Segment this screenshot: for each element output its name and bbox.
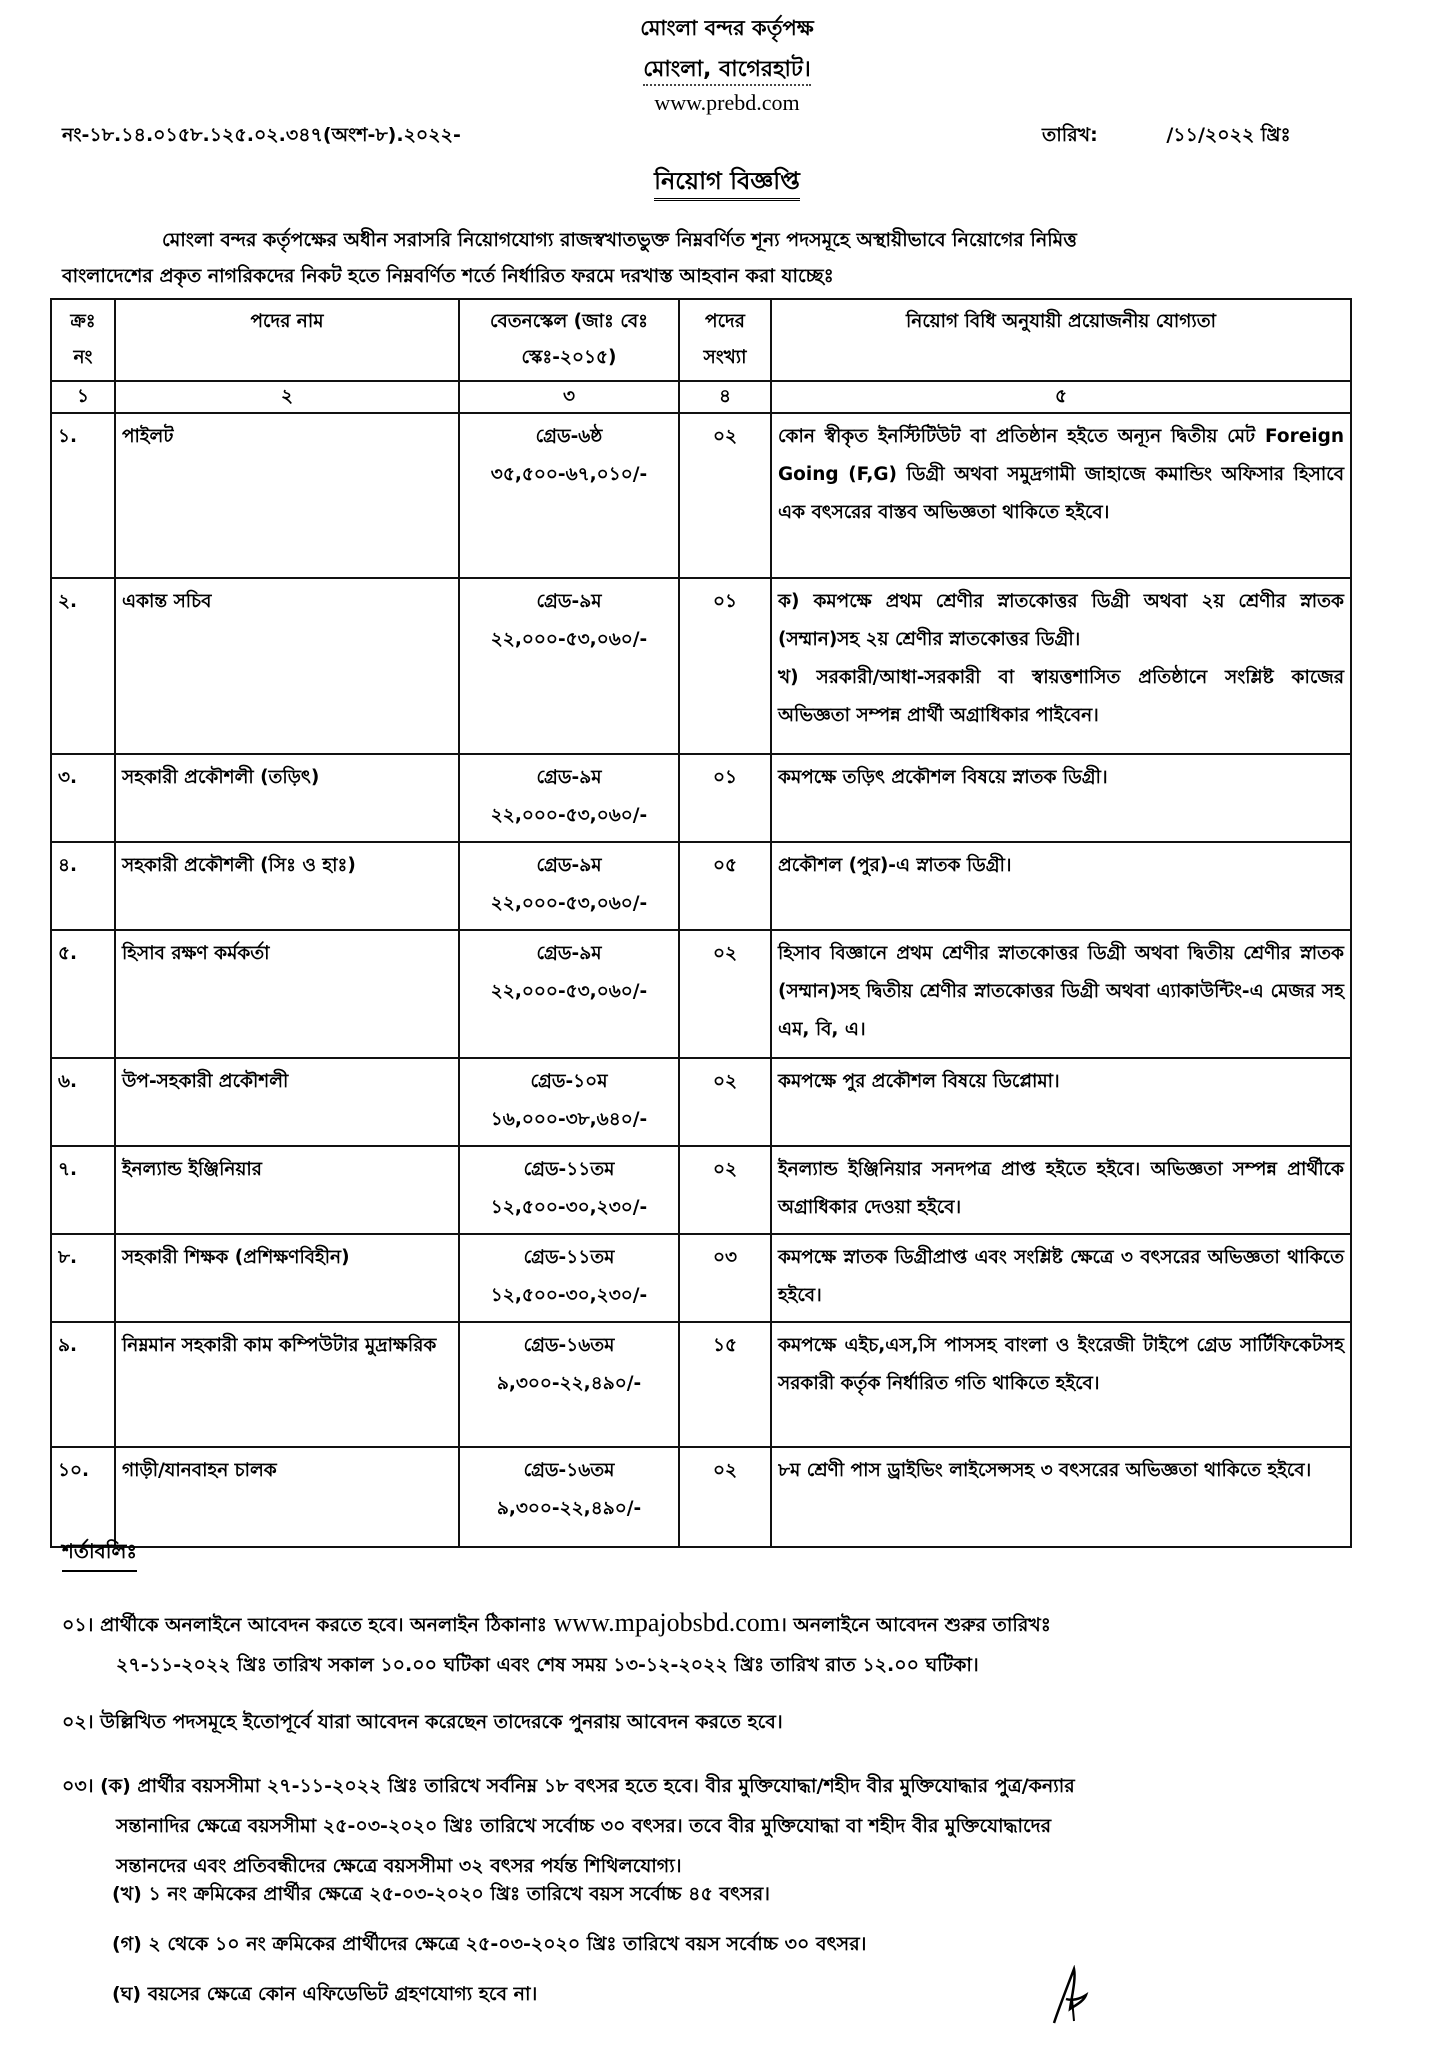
row-post-count: ০২	[679, 1146, 771, 1234]
row-post-name: সহকারী শিক্ষক (প্রশিক্ষণবিহীন)	[115, 1234, 459, 1322]
table-header-row	[51, 299, 1351, 381]
row-pay-scale	[459, 1447, 679, 1547]
row-qualification	[771, 1058, 1351, 1146]
row-grade: গ্রেড-৬ষ্ঠ	[535, 426, 603, 447]
row-post-name: নিম্নমান সহকারী কাম কম্পিউটার মুদ্রাক্ষরিক	[115, 1322, 459, 1447]
row-serial: ৩.	[51, 754, 115, 842]
table-row	[51, 1146, 1351, 1234]
row-post-name: হিসাব রক্ষণ কর্মকর্তা	[115, 930, 459, 1058]
row-qualification	[771, 1322, 1351, 1447]
row-salary: ২২,০০০-৫৩,০৬০/-	[490, 893, 648, 914]
row-serial: ৯.	[51, 1322, 115, 1447]
row-grade: গ্রেড-১০ম	[530, 1071, 608, 1092]
header-post-count: পদের সংখ্যা	[679, 299, 771, 381]
row-post-name: একান্ত সচিব	[115, 578, 459, 754]
row-salary: ৯,৩০০-২২,৪৯০/-	[496, 1498, 642, 1519]
date-label: তারিখ:	[1042, 124, 1098, 146]
row-salary: ১২,৫০০-৩০,২৩০/-	[490, 1197, 648, 1218]
column-number-row	[51, 381, 1351, 413]
row-serial: ৪.	[51, 842, 115, 930]
row-post-count: ০২	[679, 1447, 771, 1547]
row-qualification	[771, 930, 1351, 1058]
row-post-count: ০১	[679, 754, 771, 842]
row-grade: গ্রেড-৯ম	[536, 591, 602, 612]
row-pay-scale	[459, 1234, 679, 1322]
row-salary: ৯,৩০০-২২,৪৯০/-	[496, 1373, 642, 1394]
table-row	[51, 413, 1351, 578]
header-qualification: নিয়োগ বিধি অনুযায়ী প্রয়োজনীয় যোগ্যতা	[771, 299, 1351, 381]
row-pay-scale	[459, 1058, 679, 1146]
row-post-name: সহকারী প্রকৌশলী (তড়িৎ)	[115, 754, 459, 842]
row-pay-scale	[459, 842, 679, 930]
row-grade: গ্রেড-১৬তম	[523, 1335, 615, 1356]
header-post-name: পদের নাম	[115, 299, 459, 381]
row-salary: ১২,৫০০-৩০,২৩০/-	[490, 1285, 648, 1306]
term-1: ০১। প্রার্থীকে অনলাইনে আবেদন করতে হবে। অনলাইন ঠিকানাঃ www.mpajobsbd.com। অনলাইনে আবেদন শুরুর তারিখঃ ২৭-১১-২০২২ খ্রিঃ তারিখ সকাল ১০.০০ ঘটিকা এবং শেষ সময় ১৩-১২-২০২২ খ্রিঃ তারিখ রাত ১২.০০ ঘটিকা।	[62, 1608, 1051, 1676]
table-row	[51, 930, 1351, 1058]
row-serial: ৫.	[51, 930, 115, 1058]
row-pay-scale	[459, 754, 679, 842]
row-serial: ৬.	[51, 1058, 115, 1146]
row-post-name: পাইলট	[115, 413, 459, 578]
row-post-count: ০২	[679, 1058, 771, 1146]
organization-name: মোংলা বন্দর কর্তৃপক্ষ	[640, 16, 814, 40]
memo-number: নং-১৮.১৪.০১৫৮.১২৫.০২.৩৪৭(অংশ-৮).২০২২-	[62, 124, 461, 146]
term-3: ০৩। (ক) প্রার্থীর বয়সসীমা ২৭-১১-২০২২ খ্রিঃ তারিখে সর্বনিম্ন ১৮ বৎসর হতে হবে। বীর মুক্তিযোদ্ধা/শহীদ বীর মুক্তিযোদ্ধার পুত্র/কন্যার সন্তানাদির ক্ষেত্রে বয়সসীমা ২৫-০৩-২০২০ খ্রিঃ তারিখে সর্বোচ্চ ৩০ বৎসর। তবে বীর মুক্তিযোদ্ধা বা শহীদ বীর মুক্তিযোদ্ধাদের সন্তানদের এবং প্রতিবন্ধীদের ক্ষেত্রে বয়সসীমা ৩২ বৎসর পর্যন্ত শিথিলযোগ্য।	[62, 1775, 1075, 1877]
row-pay-scale	[459, 578, 679, 754]
table-row	[51, 1322, 1351, 1447]
row-grade: গ্রেড-৯ম	[536, 943, 602, 964]
row-qualification	[771, 1447, 1351, 1547]
row-pay-scale	[459, 930, 679, 1058]
row-post-name: ইনল্যান্ড ইঞ্জিনিয়ার	[115, 1146, 459, 1234]
row-qualification-text: কমপক্ষে পুর প্রকৌশল বিষয়ে ডিপ্লোমা।	[778, 1071, 1060, 1092]
column-number: ৪	[679, 381, 771, 413]
row-qualification	[771, 842, 1351, 930]
row-post-count: ০৫	[679, 842, 771, 930]
posts-table	[50, 298, 1352, 1548]
row-qualification-text: কমপক্ষে এইচ,এস,সি পাসসহ বাংলা ও ইংরেজী টাইপে গ্রেড সার্টিফিকেটসহ সরকারী কর্তৃক নির্ধারিত গতি থাকিতে হইবে।	[778, 1335, 1344, 1394]
row-qualification-text: কোন স্বীকৃত ইনস্টিটিউট বা প্রতিষ্ঠান হইতে অন্যূন দ্বিতীয় মেট Foreign Going (F,G) ডিগ্রী অথবা সমুদ্রগামী জাহাজে কমান্ডিং অফিসার হিসাবে এক বৎসরের বাস্তব অভিজ্ঞতা থাকিতে হইবে।	[778, 426, 1344, 523]
date-line	[1042, 121, 1291, 153]
date-value: /১১/২০২২ খ্রিঃ	[1166, 124, 1291, 146]
row-serial: ১০.	[51, 1447, 115, 1547]
column-number: ২	[115, 381, 459, 413]
row-post-count: ১৫	[679, 1322, 771, 1447]
website-text: www.prebd.com	[654, 90, 800, 115]
row-qualification	[771, 754, 1351, 842]
row-grade: গ্রেড-৯ম	[536, 767, 602, 788]
notice-title: নিয়োগ বিজ্ঞপ্তি	[0, 163, 1454, 203]
table-row	[51, 1447, 1351, 1547]
row-pay-scale	[459, 413, 679, 578]
row-grade: গ্রেড-১১তম	[523, 1159, 615, 1180]
header-pay-scale: বেতনস্কেল (জাঃ বেঃ স্কেঃ-২০১৫)	[459, 299, 679, 381]
row-serial: ২.	[51, 578, 115, 754]
table-row	[51, 1058, 1351, 1146]
row-qualification-text: হিসাব বিজ্ঞানে প্রথম শ্রেণীর স্নাতকোত্তর ডিগ্রী অথবা দ্বিতীয় শ্রেণীর স্নাতক (সম্মান)সহ দ্বিতীয় শ্রেণীর স্নাতকোত্তর ডিগ্রী অথবা এ্যাকাউন্টিং-এ মেজর সহ এম, বি, এ।	[778, 943, 1344, 1040]
row-post-name: উপ-সহকারী প্রকৌশলী	[115, 1058, 459, 1146]
row-post-count: ০২	[679, 930, 771, 1058]
row-grade: গ্রেড-১১তম	[523, 1247, 615, 1268]
row-serial: ৮.	[51, 1234, 115, 1322]
row-salary: ২২,০০০-৫৩,০৬০/-	[490, 805, 648, 826]
header-serial: ক্রঃ নং	[51, 299, 115, 381]
column-number: ৩	[459, 381, 679, 413]
table-row	[51, 1234, 1351, 1322]
row-qualification-text: ৮ম শ্রেণী পাস ড্রাইভিং লাইসেন্সসহ ৩ বৎসরের অভিজ্ঞতা থাকিতে হইবে।	[778, 1460, 1312, 1481]
row-post-count: ০১	[679, 578, 771, 754]
row-post-count: ০৩	[679, 1234, 771, 1322]
row-qualification-text: ক) কমপক্ষে প্রথম শ্রেণীর স্নাতকোত্তর ডিগ্রী অথবা ২য় শ্রেণীর স্নাতক (সম্মান)সহ ২য় শ্রেণীর স্নাতকোত্তর ডিগ্রী।	[778, 591, 1344, 650]
row-qualification-text-b: খ) সরকারী/আধা-সরকারী বা স্বায়ত্তশাসিত প্রতিষ্ঠানে সংশ্লিষ্ট কাজের অভিজ্ঞতা সম্পন্ন প্রার্থী অগ্রাধিকার পাইবেন।	[778, 667, 1344, 726]
term-2: ০২। উল্লিখিত পদসমূহে ইতোপূর্বে যারা আবেদন করেছেন তাদেরকে পুনরায় আবেদন করতে হবে।	[62, 1711, 783, 1733]
table-row	[51, 842, 1351, 930]
term-3-gha: (ঘ) বয়সের ক্ষেত্রে কোন এফিডেভিট গ্রহণযোগ্য হবে না।	[112, 1983, 538, 2005]
row-serial: ১.	[51, 413, 115, 578]
intro-paragraph: মোংলা বন্দর কর্তৃপক্ষের অধীন সরাসরি নিয়োগযোগ্য রাজস্বখাতভুক্ত নিম্নবর্ণিত শূন্য পদসমূহে অস্থায়ীভাবে নিয়োগের নিমিত্ত বাংলাদেশের প্রকৃত নাগরিকদের নিকট হতে নিম্নবর্ণিত শর্তে নির্ধারিত ফরমে দরখাস্ত আহবান করা যাচ্ছেঃ	[62, 229, 1077, 287]
row-salary: ২২,০০০-৫৩,০৬০/-	[490, 629, 648, 650]
term-3-ga: (গ) ২ থেকে ১০ নং ক্রমিকের প্রার্থীদের ক্ষেত্রে ২৫-০৩-২০২০ খ্রিঃ তারিখে বয়স সর্বোচ্চ ৩০ বৎসর।	[112, 1933, 867, 1955]
row-salary: ১৬,০০০-৩৮,৬৪০/-	[490, 1109, 648, 1130]
column-number: ৫	[771, 381, 1351, 413]
row-qualification-text: কমপক্ষে তড়িৎ প্রকৌশল বিষয়ে স্নাতক ডিগ্রী।	[778, 767, 1108, 788]
row-grade: গ্রেড-৯ম	[536, 855, 602, 876]
column-number: ১	[51, 381, 115, 413]
row-post-name: সহকারী প্রকৌশলী (সিঃ ও হাঃ)	[115, 842, 459, 930]
table-row	[51, 754, 1351, 842]
organization-location: মোংলা, বাগেরহাট।	[0, 52, 1454, 89]
term-3-kha: (খ) ১ নং ক্রমিকের প্রার্থীর ক্ষেত্রে ২৫-০৩-২০২০ খ্রিঃ তারিখে বয়স সর্বোচ্চ ৪৫ বৎসর।	[112, 1883, 770, 1905]
row-post-name: গাড়ী/যানবাহন চালক	[115, 1447, 459, 1547]
row-salary: ৩৫,৫০০-৬৭,০১০/-	[490, 464, 648, 485]
row-qualification-text: কমপক্ষে স্নাতক ডিগ্রীপ্রাপ্ত এবং সংশ্লিষ্ট ক্ষেত্রে ৩ বৎসরের অভিজ্ঞতা থাকিতে হইবে।	[778, 1247, 1344, 1306]
row-qualification	[771, 1146, 1351, 1234]
row-post-count: ০২	[679, 413, 771, 578]
row-qualification	[771, 1234, 1351, 1322]
row-qualification-text: ইনল্যান্ড ইঞ্জিনিয়ার সনদপত্র প্রাপ্ত হইতে হইবে। অভিজ্ঞতা সম্পন্ন প্রার্থীকে অগ্রাধিকার দেওয়া হইবে।	[778, 1159, 1344, 1218]
table-row	[51, 578, 1351, 754]
terms-heading: শর্তাবলিঃ	[62, 1537, 137, 1572]
row-pay-scale	[459, 1322, 679, 1447]
row-grade: গ্রেড-১৬তম	[523, 1460, 615, 1481]
row-qualification	[771, 578, 1351, 754]
row-pay-scale	[459, 1146, 679, 1234]
row-serial: ৭.	[51, 1146, 115, 1234]
signature-icon	[1050, 1965, 1090, 2025]
row-salary: ২২,০০০-৫৩,০৬০/-	[490, 981, 648, 1002]
row-qualification-text: প্রকৌশল (পুর)-এ স্নাতক ডিগ্রী।	[778, 855, 1012, 876]
row-qualification	[771, 413, 1351, 578]
apply-url-link[interactable]: www.mpajobsbd.com	[553, 1608, 780, 1637]
